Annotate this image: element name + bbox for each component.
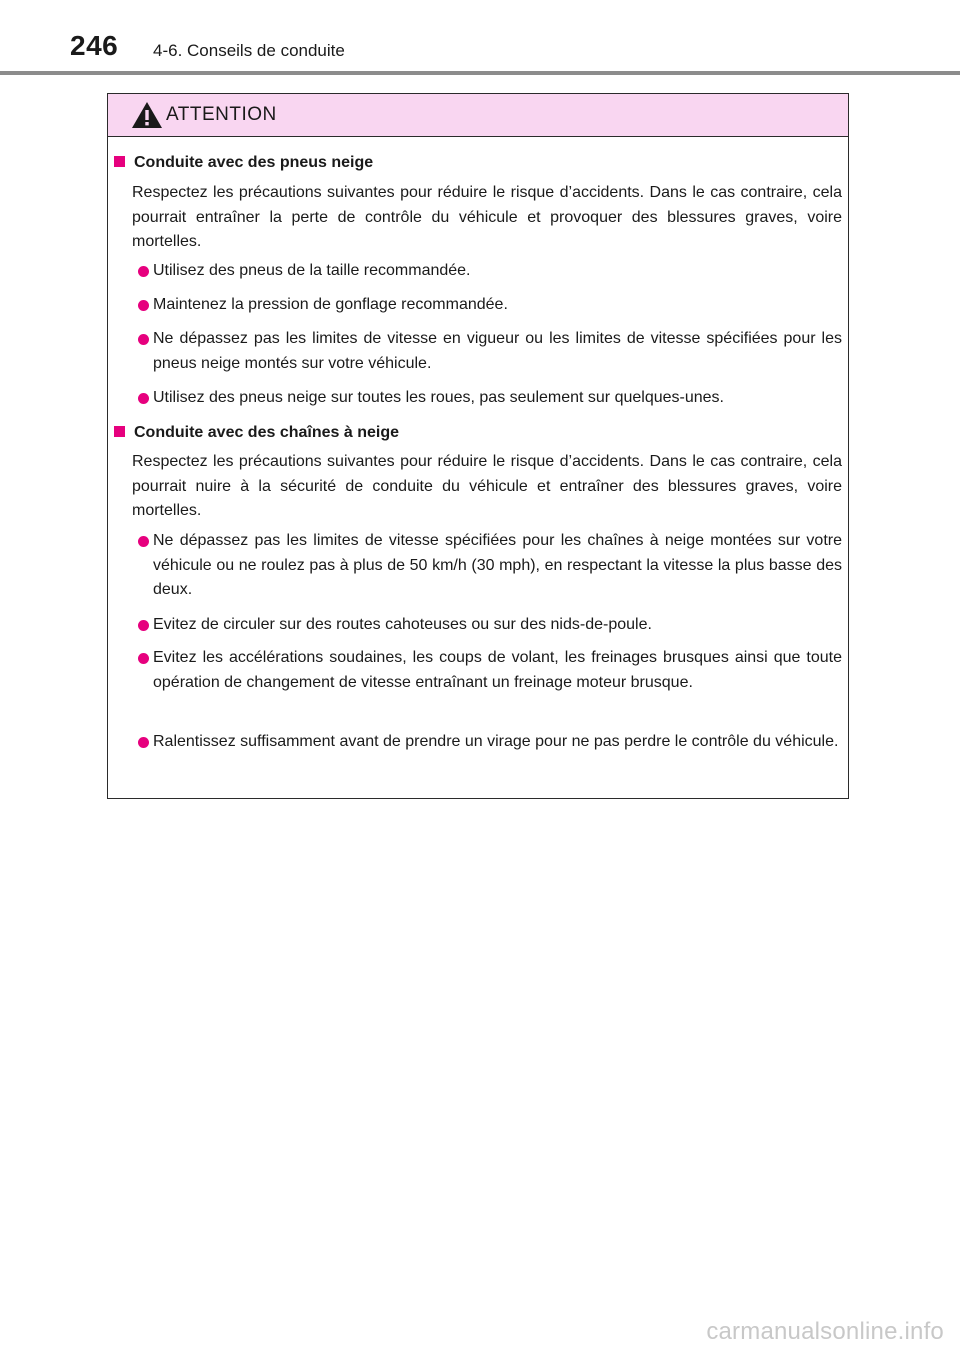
- round-bullet-icon: [138, 266, 149, 277]
- list-item: Ne dépassez pas les limites de vitesse spécifiées pour les chaînes à neige montées sur votre véhicule ou ne roulez pas à plus de 50 km/h (30 mph), en respectant la vitesse la plus basse des deux.: [138, 529, 842, 603]
- section-intro-snow-chains: Respectez les précautions suivantes pour réduire le risque d’accidents. Dans le cas contraire, cela pourrait nuire à la sécurité de conduite du véhicule et entraîner des blessures graves, voire mortelles.: [132, 453, 842, 519]
- round-bullet-icon: [138, 737, 149, 748]
- attention-title: ATTENTION: [166, 104, 277, 125]
- list-item: Ne dépassez pas les limites de vitesse en vigueur ou les limites de vitesse spécifiées pour les pneus neige montés sur votre véhicule.: [138, 327, 842, 376]
- section-heading-snow-tires: [114, 151, 373, 175]
- round-bullet-icon: [138, 334, 149, 345]
- round-bullet-icon: [138, 653, 149, 664]
- list-item: Maintenez la pression de gonflage recommandée.: [138, 293, 842, 318]
- round-bullet-icon: [138, 300, 149, 311]
- section-heading-snow-chains: [114, 421, 399, 445]
- section-title: 4-6. Conseils de conduite: [153, 41, 345, 60]
- attention-box: [107, 93, 849, 799]
- page-header: [0, 0, 960, 76]
- square-bullet-icon: [114, 426, 125, 437]
- list-item: Ralentissez suffisamment avant de prendre un virage pour ne pas perdre le contrôle du véhicule.: [138, 730, 842, 755]
- square-bullet-icon: [114, 156, 125, 167]
- round-bullet-icon: [138, 536, 149, 547]
- section-heading-text: Conduite avec des chaînes à neige: [134, 424, 399, 441]
- list-item: Utilisez des pneus neige sur toutes les roues, pas seulement sur quelques-unes.: [138, 386, 842, 411]
- header-rule: [0, 71, 960, 75]
- round-bullet-icon: [138, 620, 149, 631]
- list-item: Evitez de circuler sur des routes cahoteuses ou sur des nids-de-poule.: [138, 613, 842, 638]
- list-item: Utilisez des pneus de la taille recommandée.: [138, 259, 842, 284]
- warning-triangle-icon: [130, 100, 164, 130]
- round-bullet-icon: [138, 393, 149, 404]
- section-intro-snow-tires: Respectez les précautions suivantes pour réduire le risque d’accidents. Dans le cas contraire, cela pourrait entraîner la perte de contrôle du véhicule et provoquer des blessures graves, voire mortelles.: [132, 184, 842, 250]
- watermark: carmanualsonline.info: [706, 1318, 944, 1345]
- list-item: Evitez les accélérations soudaines, les coups de volant, les freinages brusques ainsi que toute opération de changement de vitesse entraînant un freinage moteur brusque.: [138, 646, 842, 695]
- section-heading-text: Conduite avec des pneus neige: [134, 154, 374, 171]
- attention-header: [108, 94, 848, 137]
- page-number: 246: [70, 30, 119, 61]
